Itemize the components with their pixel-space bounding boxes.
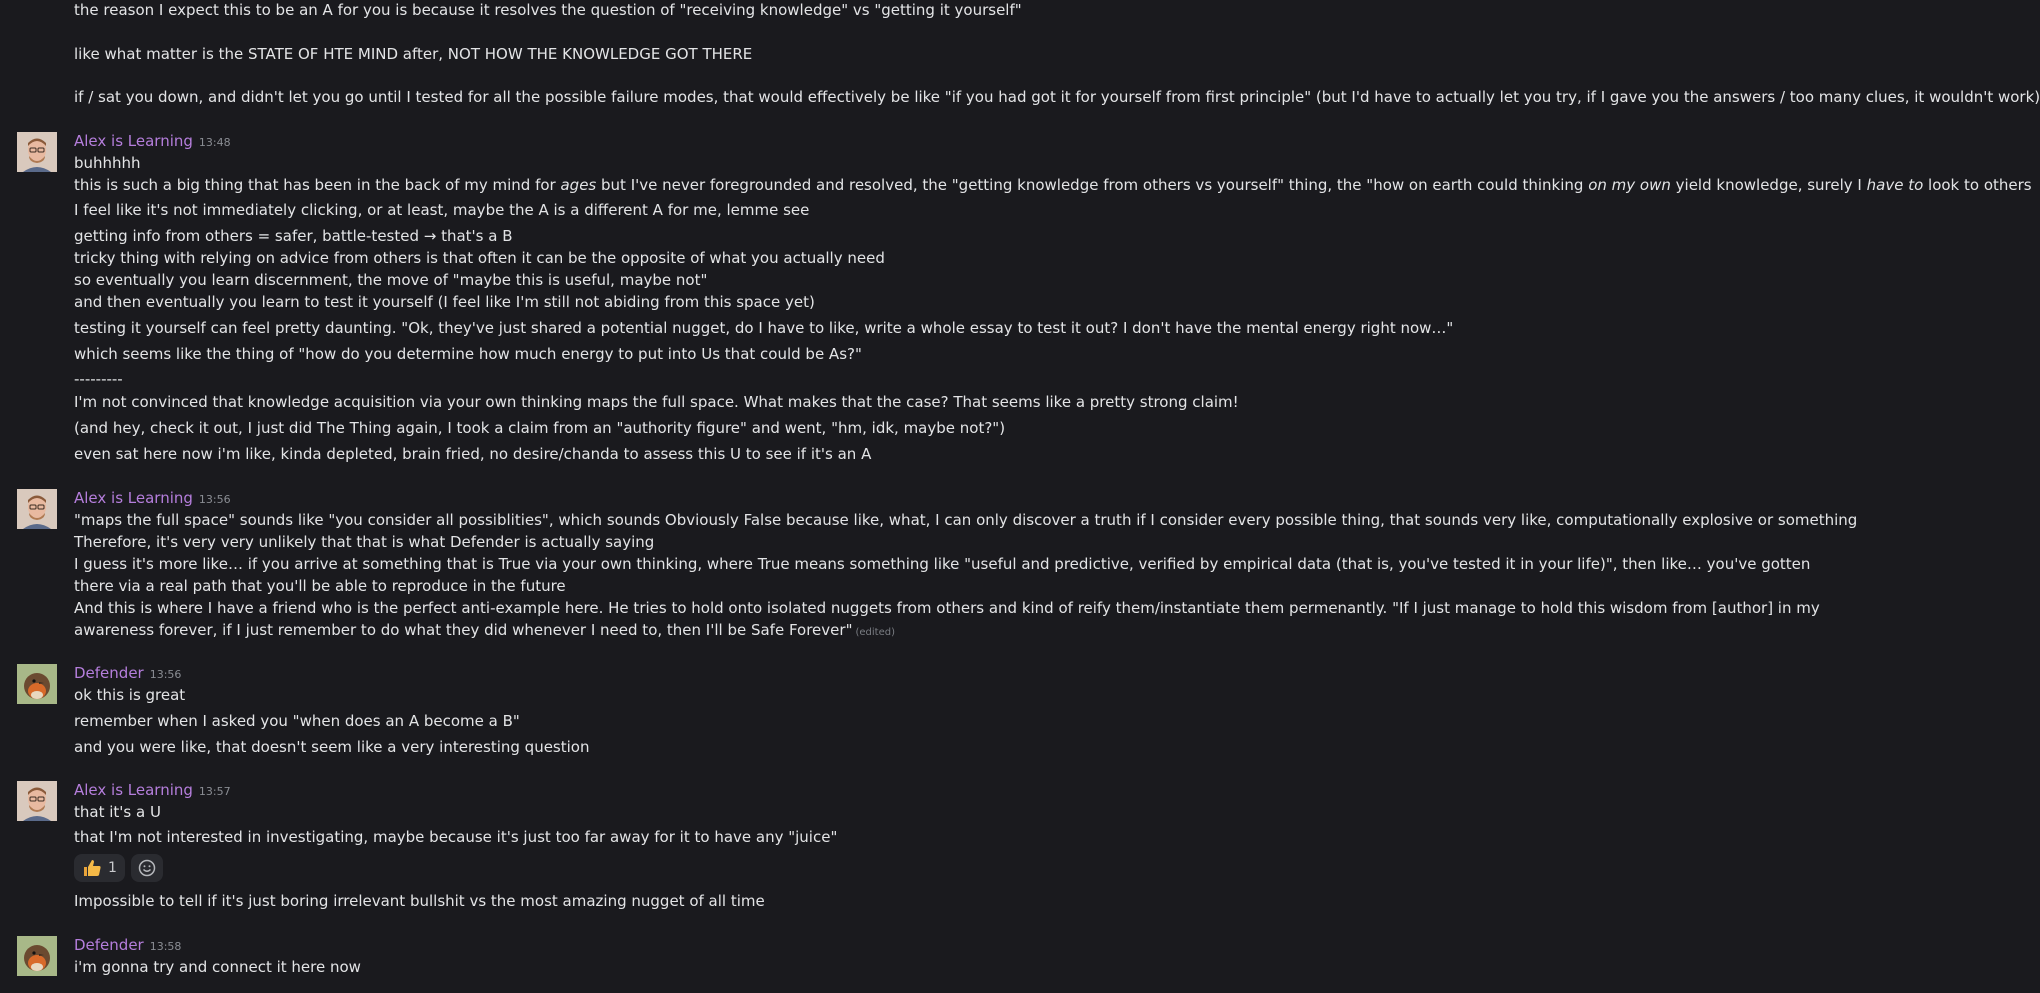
message-text [74,597,1842,644]
timestamp[interactable]: 13:48 [198,136,231,149]
username[interactable]: Defender [74,936,144,954]
message-text: the reason I expect this to be an A for you is because it resolves the question of "receiving knowledge" vs "getting it yourself" [74,1,1022,19]
alex-avatar[interactable] [17,489,57,529]
defender-avatar[interactable] [17,936,57,976]
timestamp[interactable]: 13:57 [198,785,231,798]
add-reaction-icon [138,859,156,877]
alex-avatar[interactable] [17,132,57,172]
alex-avatar-icon [17,132,57,172]
emphasis-text: ages [560,176,597,194]
message-text: testing it yourself can feel pretty daunting. "Ok, they've just shared a potential nugget, do I have to like, write a whole essay to test it out? I don't have the mental energy right now…" [74,319,1454,337]
message-text: so eventually you learn discernment, the move of "maybe this is useful, maybe not" [74,271,708,289]
message-text: remember when I asked you "when does an A become a B" [74,712,520,730]
text-segment: And this is where I have a friend who is the perfect anti-example here. He tries to hold onto isolated nuggets from others and kind of reify them/instantiate them permenantly. "If I just manage to hold this wisdom from [author] in my awareness forever, if I just remember to do what they did whenever I need to, then I'll be Safe Forever" [74,599,1820,639]
reaction-count: 1 [108,860,117,876]
message-text: buhhhhh [74,154,141,172]
message-text: that it's a U [74,803,161,821]
message-text: ok this is great [74,686,186,704]
timestamp[interactable]: 13:56 [149,668,182,681]
message-header [74,488,231,508]
message-header [74,131,231,151]
message-text: if / sat you down, and didn't let you go until I tested for all the possible failure modes, that would effectively be like "if you had got it for yourself from first principle" (but I'd have to actually let you try, if I gave you the answers / too many clues, it wouldn't work) [74,88,2040,106]
message-text: i'm gonna try and connect it here now [74,958,361,976]
message-text: "maps the full space" sounds like "you consider all possiblities", which sounds Obviously False because like, what, I can only discover a truth if I consider every possible thing, that sounds very like, computationally explosive or something [74,511,1858,529]
message-text: I'm not convinced that knowledge acquisition via your own thinking maps the full space. What makes that the case? That seems like a pretty strong claim! [74,393,1239,411]
emphasis-text: have to [1866,176,1924,194]
reaction-thumbs-up[interactable] [74,854,125,882]
username[interactable]: Defender [74,664,144,682]
message-text: Therefore, it's very very unlikely that that is what Defender is actually saying [74,533,655,551]
timestamp[interactable]: 13:58 [149,940,182,953]
thumbs-up-icon [82,858,102,878]
message-text: tricky thing with relying on advice from others is that often it can be the opposite of what you actually need [74,249,885,267]
message-header [74,780,231,800]
reaction-bar [74,854,163,882]
message-text: that I'm not interested in investigating, maybe because it's just too far away for it to have any "juice" [74,828,838,846]
text-segment: look to others [1923,176,2032,194]
message-text: and then eventually you learn to test it yourself (I feel like I'm still not abiding from this space yet) [74,293,815,311]
text-segment: but I've never foregrounded and resolved, the "getting knowledge from others vs yourself" thing, the "how on earth could thinking [596,176,1589,194]
username[interactable]: Alex is Learning [74,132,193,150]
message-text: Impossible to tell if it's just boring irrelevant bullshit vs the most amazing nugget of all time [74,892,765,910]
message-text: which seems like the thing of "how do you determine how much energy to put into Us that could be As?" [74,345,862,363]
message-text: getting info from others = safer, battle-tested → that's a B [74,227,513,245]
timestamp[interactable]: 13:56 [198,493,231,506]
message-header [74,935,181,955]
message-text: I feel like it's not immediately clicking, or at least, maybe the A is a different A for me, lemme see [74,201,810,219]
text-segment: yield knowledge, surely I [1670,176,1867,194]
text-segment: this is such a big thing that has been in the back of my mind for [74,176,561,194]
emphasis-text: on my own [1588,176,1671,194]
message-text: --------- [74,370,123,388]
username[interactable]: Alex is Learning [74,781,193,799]
message-text: and you were like, that doesn't seem like a very interesting question [74,738,590,756]
alex-avatar-icon [17,489,57,529]
message-text: (and hey, check it out, I just did The Thing again, I took a claim from an "authority figure" and went, "hm, idk, maybe not?") [74,419,1006,437]
username[interactable]: Alex is Learning [74,489,193,507]
message-text: even sat here now i'm like, kinda depleted, brain fried, no desire/chanda to assess this U to see if it's an A [74,445,872,463]
alex-avatar[interactable] [17,781,57,821]
defender-avatar-icon [17,936,57,976]
alex-avatar-icon [17,781,57,821]
edited-label: (edited) [855,627,895,638]
message-text [74,174,2032,196]
message-text: I guess it's more like… if you arrive at something that is True via your own thinking, where True means something like "useful and predictive, verified by empirical data (that is, you've tested it in your life)", then like… you've gotten there via a real path that you'll be able to reproduce in the future [74,555,1811,595]
message-text: like what matter is the STATE OF HTE MIND after, NOT HOW THE KNOWLEDGE GOT THERE [74,45,753,63]
add-reaction-button[interactable] [131,854,163,882]
defender-avatar[interactable] [17,664,57,704]
defender-avatar-icon [17,664,57,704]
message-header [74,663,181,683]
